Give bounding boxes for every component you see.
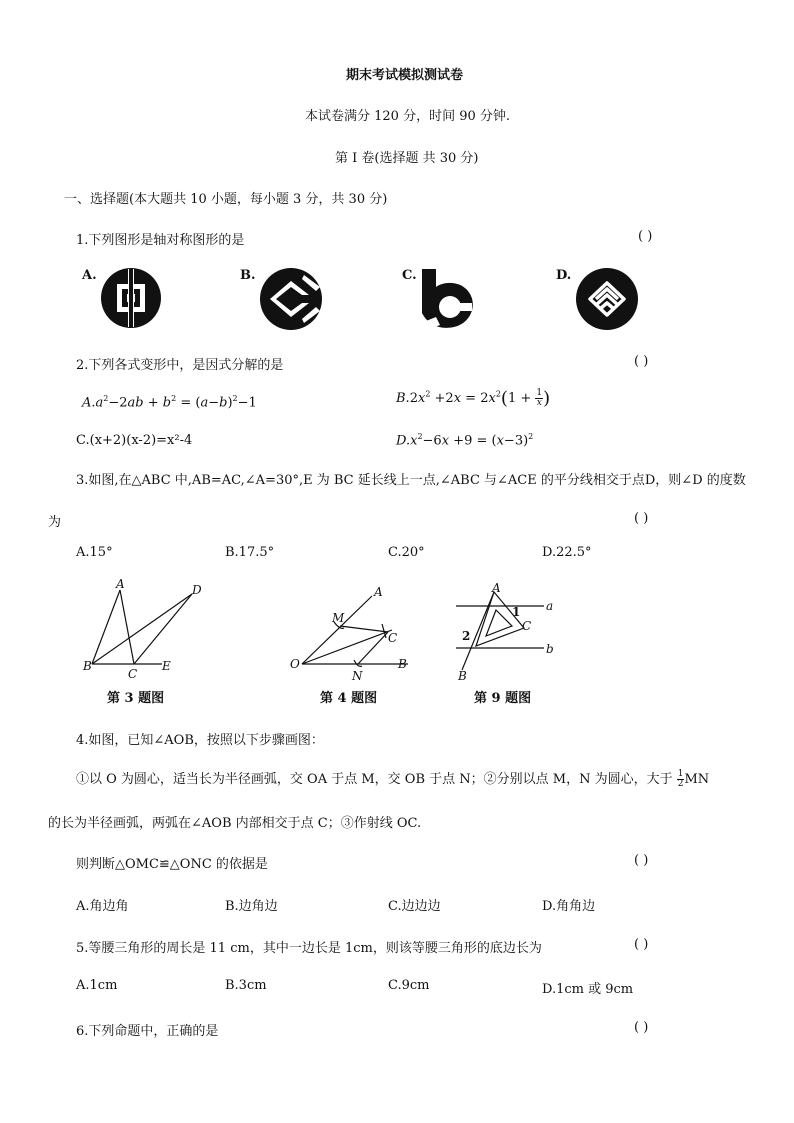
- exam-info: 本试卷满分 120 分，时间 90 分钟.: [305, 109, 511, 124]
- svg-text:2: 2: [462, 629, 471, 643]
- q2-option-c: C.(x+2)(x-2)=x²-4: [76, 433, 193, 448]
- q3-stem-continued: 为: [48, 515, 62, 530]
- q5-stem: 5.等腰三角形的周长是 11 cm，其中一边长是 1cm，则该等腰三角形的底边长为: [76, 941, 542, 956]
- figure-q3-triangle: [80, 578, 210, 678]
- q3-stem: 3.如图,在△ABC 中,AB=AC,∠A=30°,E 为 BC 延长线上一点,∠ABC 与∠ACE 的平分线相交于点D，则∠D 的度数: [76, 473, 746, 488]
- q4-half-fraction: $\frac{1}{2}$: [677, 769, 684, 789]
- svg-text:B: B: [458, 669, 467, 683]
- svg-text:N: N: [352, 669, 363, 683]
- svg-text:B: B: [398, 657, 407, 671]
- svg-text:A: A: [374, 585, 383, 599]
- svg-text:D: D: [192, 583, 202, 597]
- svg-text:C: C: [388, 631, 398, 645]
- bank-of-china-logo: [100, 267, 162, 329]
- svg-text:B: B: [83, 659, 92, 673]
- q3-answer-paren: ( ): [634, 511, 649, 526]
- q3-option-b: B.17.5°: [225, 545, 275, 560]
- svg-text:1: 1: [512, 605, 521, 619]
- q2-answer-paren: ( ): [634, 354, 649, 369]
- communications-bank-logo: [418, 267, 478, 331]
- figure-q4-caption: 第 4 题图: [320, 691, 378, 706]
- q4-stem: 4.如图，已知∠AOB，按照以下步骤画图：: [76, 733, 324, 748]
- q1-option-d-label: D.: [556, 268, 572, 283]
- figure-q9-parallel-lines: [452, 580, 562, 684]
- q4-step-line-2: 的长为半径画弧，两弧在∠AOB 内部相交于点 C；③作射线 OC.: [48, 816, 422, 831]
- svg-text:C: C: [522, 619, 532, 633]
- q1-option-c-label: C.: [402, 268, 417, 283]
- q6-stem: 6.下列命题中，正确的是: [76, 1024, 219, 1039]
- page-title: 期末考试模拟测试卷: [346, 68, 464, 83]
- svg-text:a: a: [546, 599, 554, 613]
- q4-step-text: ①以 O 为圆心，适当长为半径画弧，交 OA 于点 M，交 OB 于点 N；②分别以点 M，N 为圆心，大于: [76, 772, 677, 787]
- q3-option-a: A.15°: [76, 545, 113, 560]
- q1-stem: 1.下列图形是轴对称图形的是: [76, 233, 245, 248]
- q4-option-b: B.边角边: [225, 899, 278, 914]
- q5-option-d: D.1cm 或 9cm: [542, 982, 634, 997]
- q1-option-b-label: B.: [240, 268, 256, 283]
- svg-text:b: b: [546, 642, 554, 656]
- q4-answer-paren: ( ): [634, 853, 649, 868]
- svg-text:A: A: [116, 578, 125, 591]
- q5-option-b: B.3cm: [225, 978, 267, 993]
- q5-option-a: A.1cm: [76, 978, 118, 993]
- section-heading: 一、选择题(本大题共 10 小题，每小题 3 分，共 30 分): [64, 192, 388, 207]
- svg-text:E: E: [162, 659, 171, 673]
- figure-q3-caption: 第 3 题图: [107, 691, 165, 706]
- q2-option-b: $B.2x^2 +2x = 2x^2(1$ + $\frac{1}{x}$ ): [396, 388, 551, 409]
- q1-answer-paren: ( ): [638, 229, 653, 244]
- q1-option-a-label: A.: [82, 268, 97, 283]
- q3-option-c: C.20°: [388, 545, 425, 560]
- q2-option-d: $D.x^2-6x +9 = (x-3)^2$: [396, 432, 534, 449]
- construction-bank-logo: [258, 267, 324, 331]
- svg-text:A: A: [492, 581, 501, 595]
- q5-answer-paren: ( ): [634, 937, 649, 952]
- q6-answer-paren: ( ): [634, 1020, 649, 1035]
- svg-text:M: M: [332, 611, 345, 625]
- q4-question: 则判断△OMC≌△ONC 的依据是: [76, 857, 268, 872]
- china-mobile-logo: [574, 267, 640, 331]
- figure-q9-caption: 第 9 题图: [474, 691, 532, 706]
- q4-option-c: C.边边边: [388, 899, 441, 914]
- q4-step-line: [76, 768, 709, 789]
- q2-option-a: $A.a^2-2ab + b^2 = (a-b)^2-1$: [82, 394, 257, 411]
- svg-text:O: O: [290, 657, 300, 671]
- volume-heading: 第 I 卷(选择题 共 30 分): [335, 151, 479, 166]
- q3-option-d: D.22.5°: [542, 545, 592, 560]
- q5-option-c: C.9cm: [388, 978, 430, 993]
- q2-stem: 2.下列各式变形中，是因式分解的是: [76, 358, 284, 373]
- q4-option-a: A.角边角: [76, 899, 129, 914]
- svg-text:C: C: [128, 667, 138, 678]
- q4-option-d: D.角角边: [542, 899, 596, 914]
- q4-mn: MN: [684, 772, 710, 787]
- figure-q4-angle-bisector: [288, 584, 418, 684]
